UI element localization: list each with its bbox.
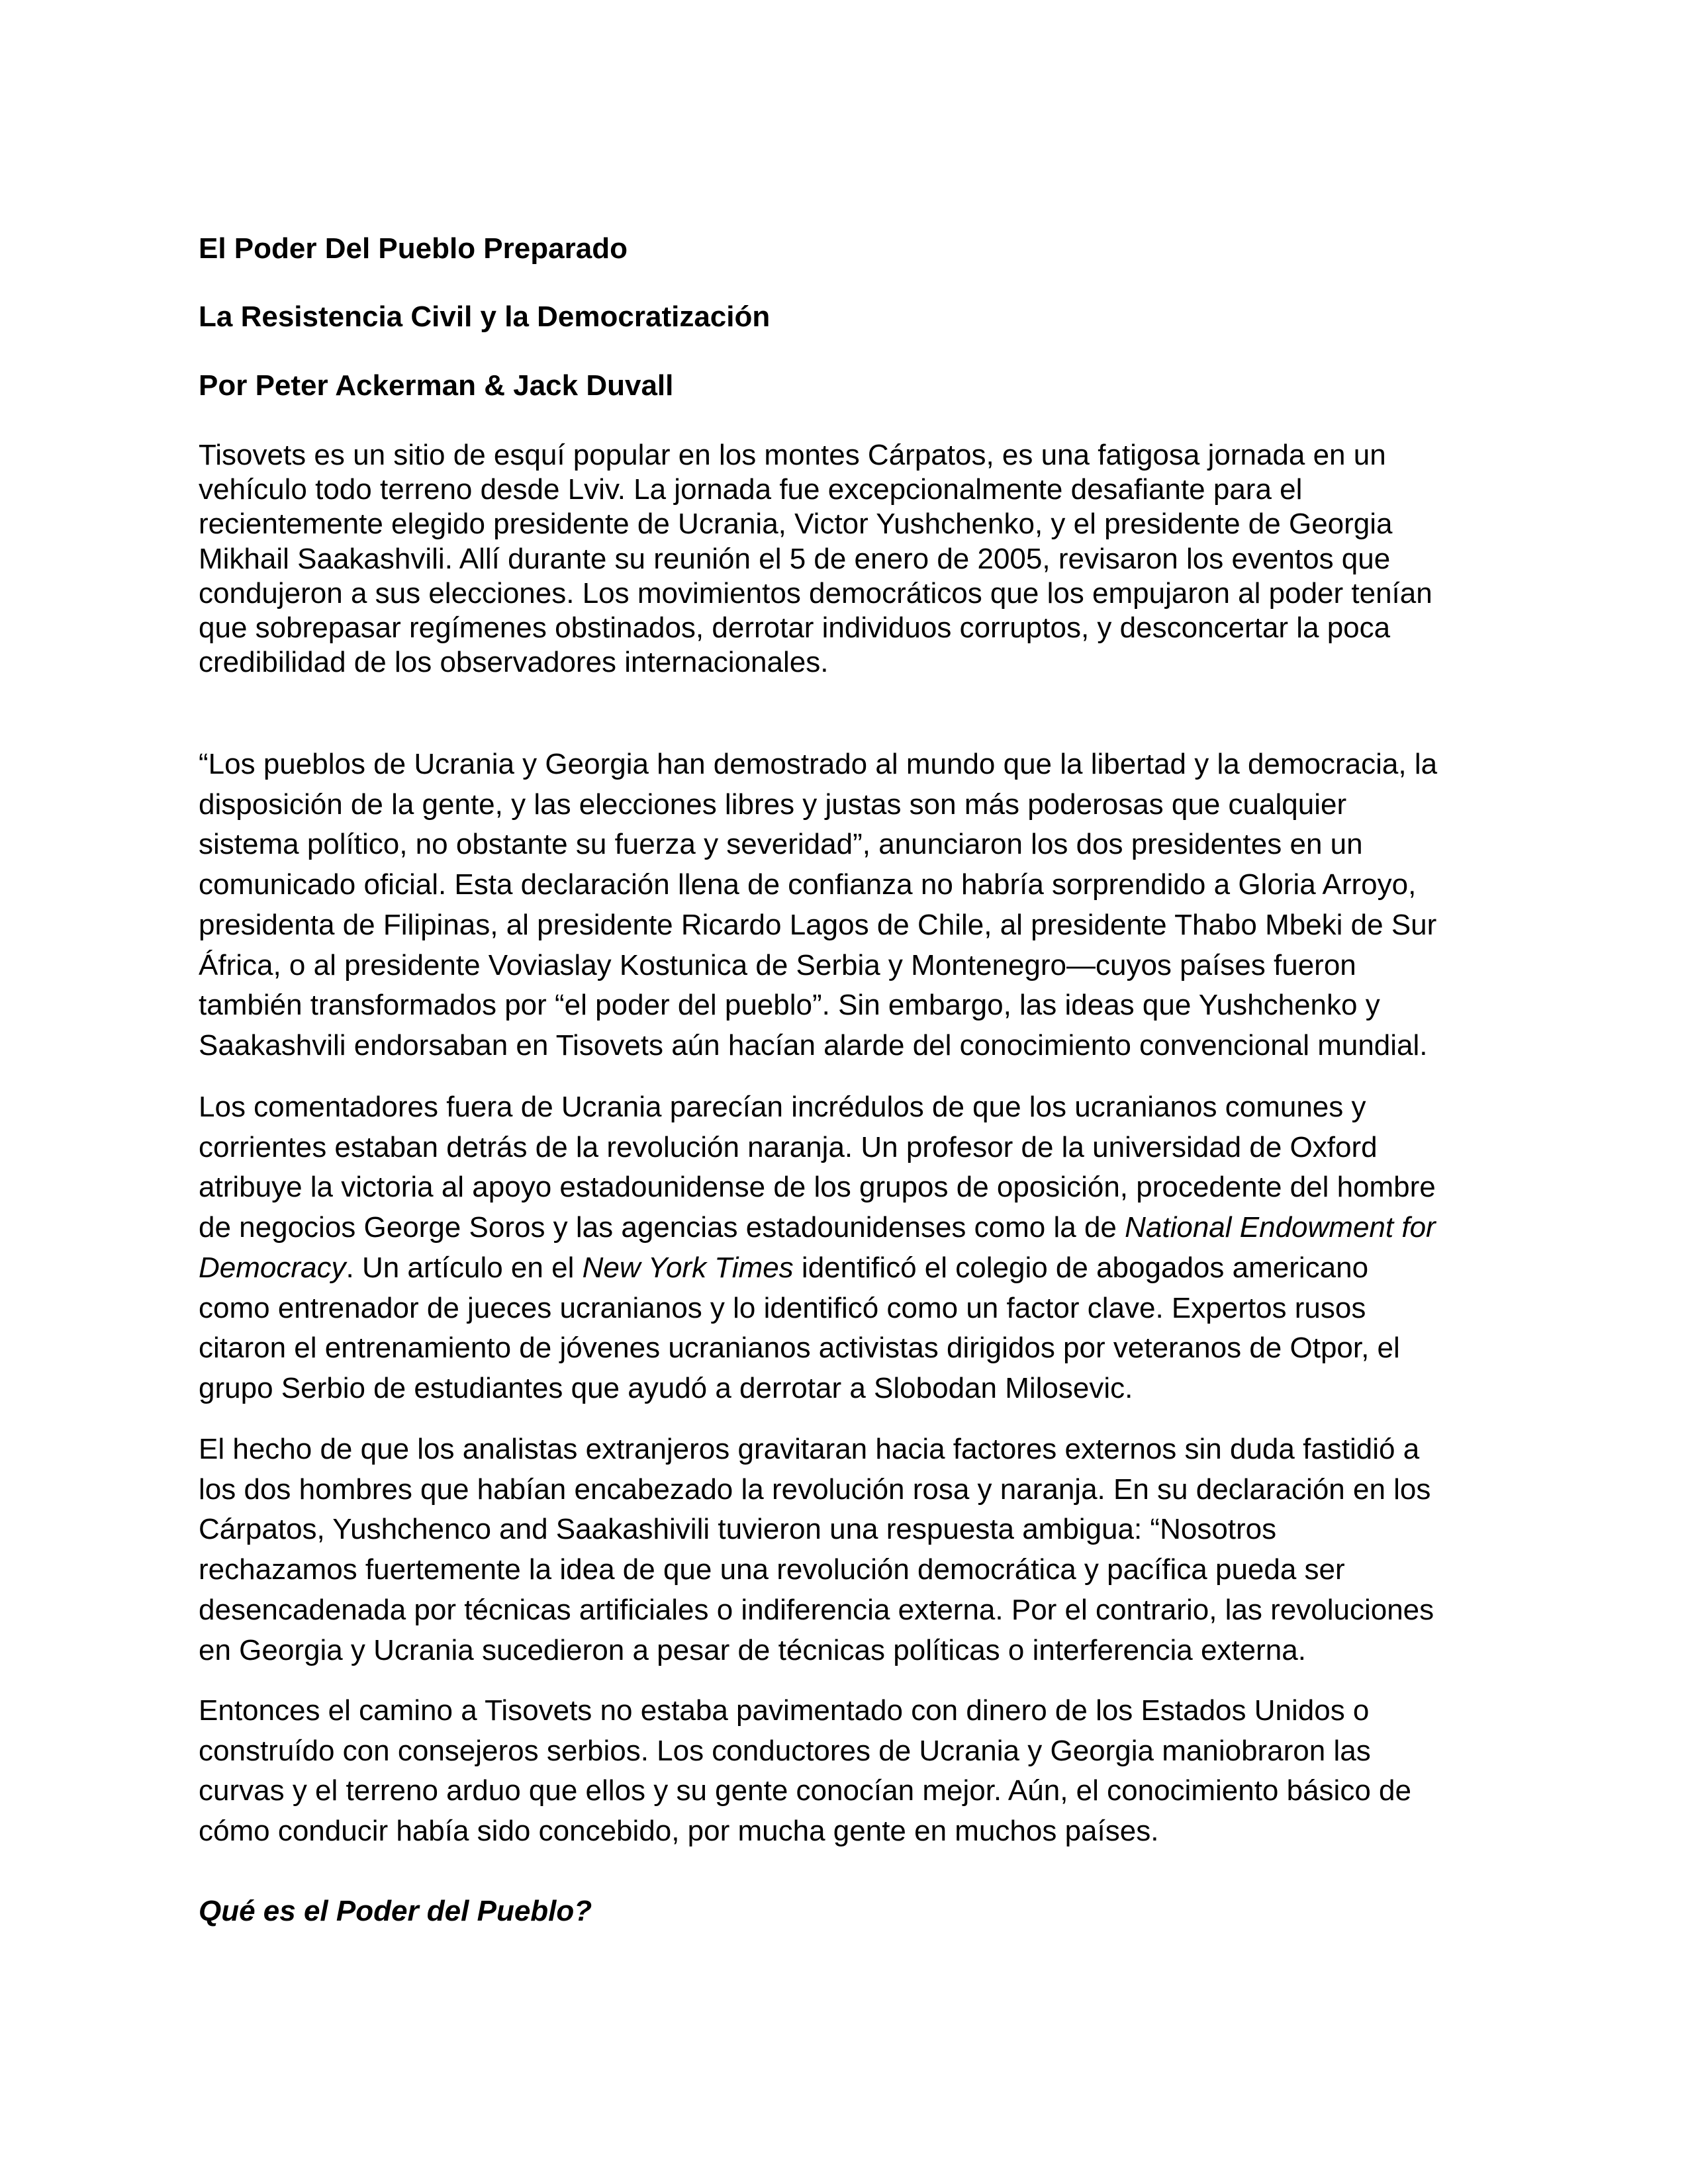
section-heading: Qué es el Poder del Pueblo?	[199, 1895, 592, 1927]
paragraph-4	[199, 1430, 1496, 1670]
paragraph-line: Saakashvili endorsaban en Tisovets aún hacían alarde del conocimiento convencional mundial.	[199, 1028, 1428, 1062]
italic-organization-name: National Endowment for	[1125, 1211, 1436, 1244]
paragraph-line: construído con consejeros serbios. Los conductores de Ucrania y Georgia maniobraron las	[199, 1734, 1371, 1767]
paragraph-line: atribuye la victoria al apoyo estadounidense de los grupos de oposición, procedente del hombre	[199, 1171, 1436, 1204]
paragraph-line: citaron el entrenamiento de jóvenes ucranianos activistas dirigidos por veteranos de Otpor, el	[199, 1332, 1400, 1365]
paragraph-line: Tisovets es un sitio de esquí popular en los montes Cárpatos, es una fatigosa jornada en un	[199, 439, 1386, 471]
paragraph-line: presidenta de Filipinas, al presidente Ricardo Lagos de Chile, al presidente Thabo Mbeki de Sur	[199, 908, 1437, 941]
paragraph-line: curvas y el terreno arduo que ellos y su gente conocían mejor. Aún, el conocimiento básico de	[199, 1774, 1411, 1807]
paragraph-1	[199, 438, 1496, 680]
paragraph-3	[199, 1087, 1496, 1409]
paragraph-line: como entrenador de jueces ucranianos y lo identificó como un factor clave. Expertos rusos	[199, 1291, 1366, 1324]
paragraph-line: El hecho de que los analistas extranjeros gravitaran hacia factores externos sin duda fastidió a	[199, 1433, 1420, 1465]
paragraph-text: identificó el colegio de abogados americano	[793, 1251, 1369, 1284]
paragraph-text: . Un artículo en el	[346, 1251, 583, 1284]
paragraph-line: también transformados por “el poder del pueblo”. Sin embargo, las ideas que Yushchenko y	[199, 989, 1380, 1022]
paragraph-line: Entonces el camino a Tisovets no estaba pavimentado con dinero de los Estados Unidos o	[199, 1694, 1370, 1727]
paragraph-line: en Georgia y Ucrania sucedieron a pesar de técnicas políticas o interferencia externa.	[199, 1633, 1306, 1666]
paragraph-line: sistema político, no obstante su fuerza y severidad”, anunciaron los dos presidentes en un	[199, 828, 1363, 861]
paragraph-line: vehículo todo terreno desde Lviv. La jornada fue excepcionalmente desafiante para el	[199, 473, 1303, 506]
paragraph-line: desencadenada por técnicas artificiales o indiferencia externa. Por el contrario, las revoluciones	[199, 1593, 1434, 1626]
paragraph-5	[199, 1691, 1496, 1852]
paragraph-line: Los comentadores fuera de Ucrania parecían incrédulos de que los ucranianos comunes y	[199, 1091, 1366, 1123]
paragraph-line: “Los pueblos de Ucrania y Georgia han demostrado al mundo que la libertad y la democracia, la	[199, 748, 1438, 780]
paragraph-line: que sobrepasar regímenes obstinados, derrotar individuos corruptos, y desconcertar la poca	[199, 612, 1391, 645]
paragraph-line: disposición de la gente, y las elecciones libres y justas son más poderosas que cualquier	[199, 788, 1347, 821]
paragraph-line: rechazamos fuertemente la idea de que una revolución democrática y pacífica pueda ser	[199, 1553, 1345, 1586]
document-subtitle: La Resistencia Civil y la Democratización	[199, 300, 771, 333]
paragraph-line	[199, 1248, 1496, 1289]
paragraph-line: cómo conducir había sido concebido, por mucha gente en muchos países.	[199, 1815, 1159, 1848]
paragraph-line: condujeron a sus elecciones. Los movimientos democráticos que los empujaron al poder tenían	[199, 576, 1432, 610]
paragraph-line	[199, 1208, 1496, 1248]
paragraph-line: corrientes estaban detrás de la revolución naranja. Un profesor de la universidad de Oxford	[199, 1130, 1378, 1163]
italic-organization-name: Democracy	[199, 1251, 346, 1284]
document-byline: Por Peter Ackerman & Jack Duvall	[199, 369, 674, 402]
paragraph-line: grupo Serbio de estudiantes que ayudó a derrotar a Slobodan Milosevic.	[199, 1371, 1133, 1404]
paragraph-line: credibilidad de los observadores internacionales.	[199, 646, 829, 679]
document-title: El Poder Del Pueblo Preparado	[199, 232, 628, 265]
paragraph-line: Mikhail Saakashvili. Allí durante su reunión el 5 de enero de 2005, revisaron los eventos que	[199, 542, 1391, 575]
paragraph-text: de negocios George Soros y las agencias estadounidenses como la de	[199, 1211, 1125, 1244]
paragraph-line: Cárpatos, Yushchenco and Saakashivili tuvieron una respuesta ambigua: “Nosotros	[199, 1513, 1277, 1546]
italic-publication-name: New York Times	[582, 1251, 794, 1284]
paragraph-line: recientemente elegido presidente de Ucrania, Victor Yushchenko, y el presidente de Georgia	[199, 508, 1393, 541]
paragraph-line: los dos hombres que habían encabezado la revolución rosa y naranja. En su declaración en los	[199, 1473, 1431, 1506]
paragraph-2	[199, 745, 1496, 1066]
paragraph-line: África, o al presidente Voviaslay Kostunica de Serbia y Montenegro—cuyos países fueron	[199, 948, 1356, 981]
paragraph-line: comunicado oficial. Esta declaración llena de confianza no habría sorprendido a Gloria Arroyo,	[199, 868, 1417, 901]
